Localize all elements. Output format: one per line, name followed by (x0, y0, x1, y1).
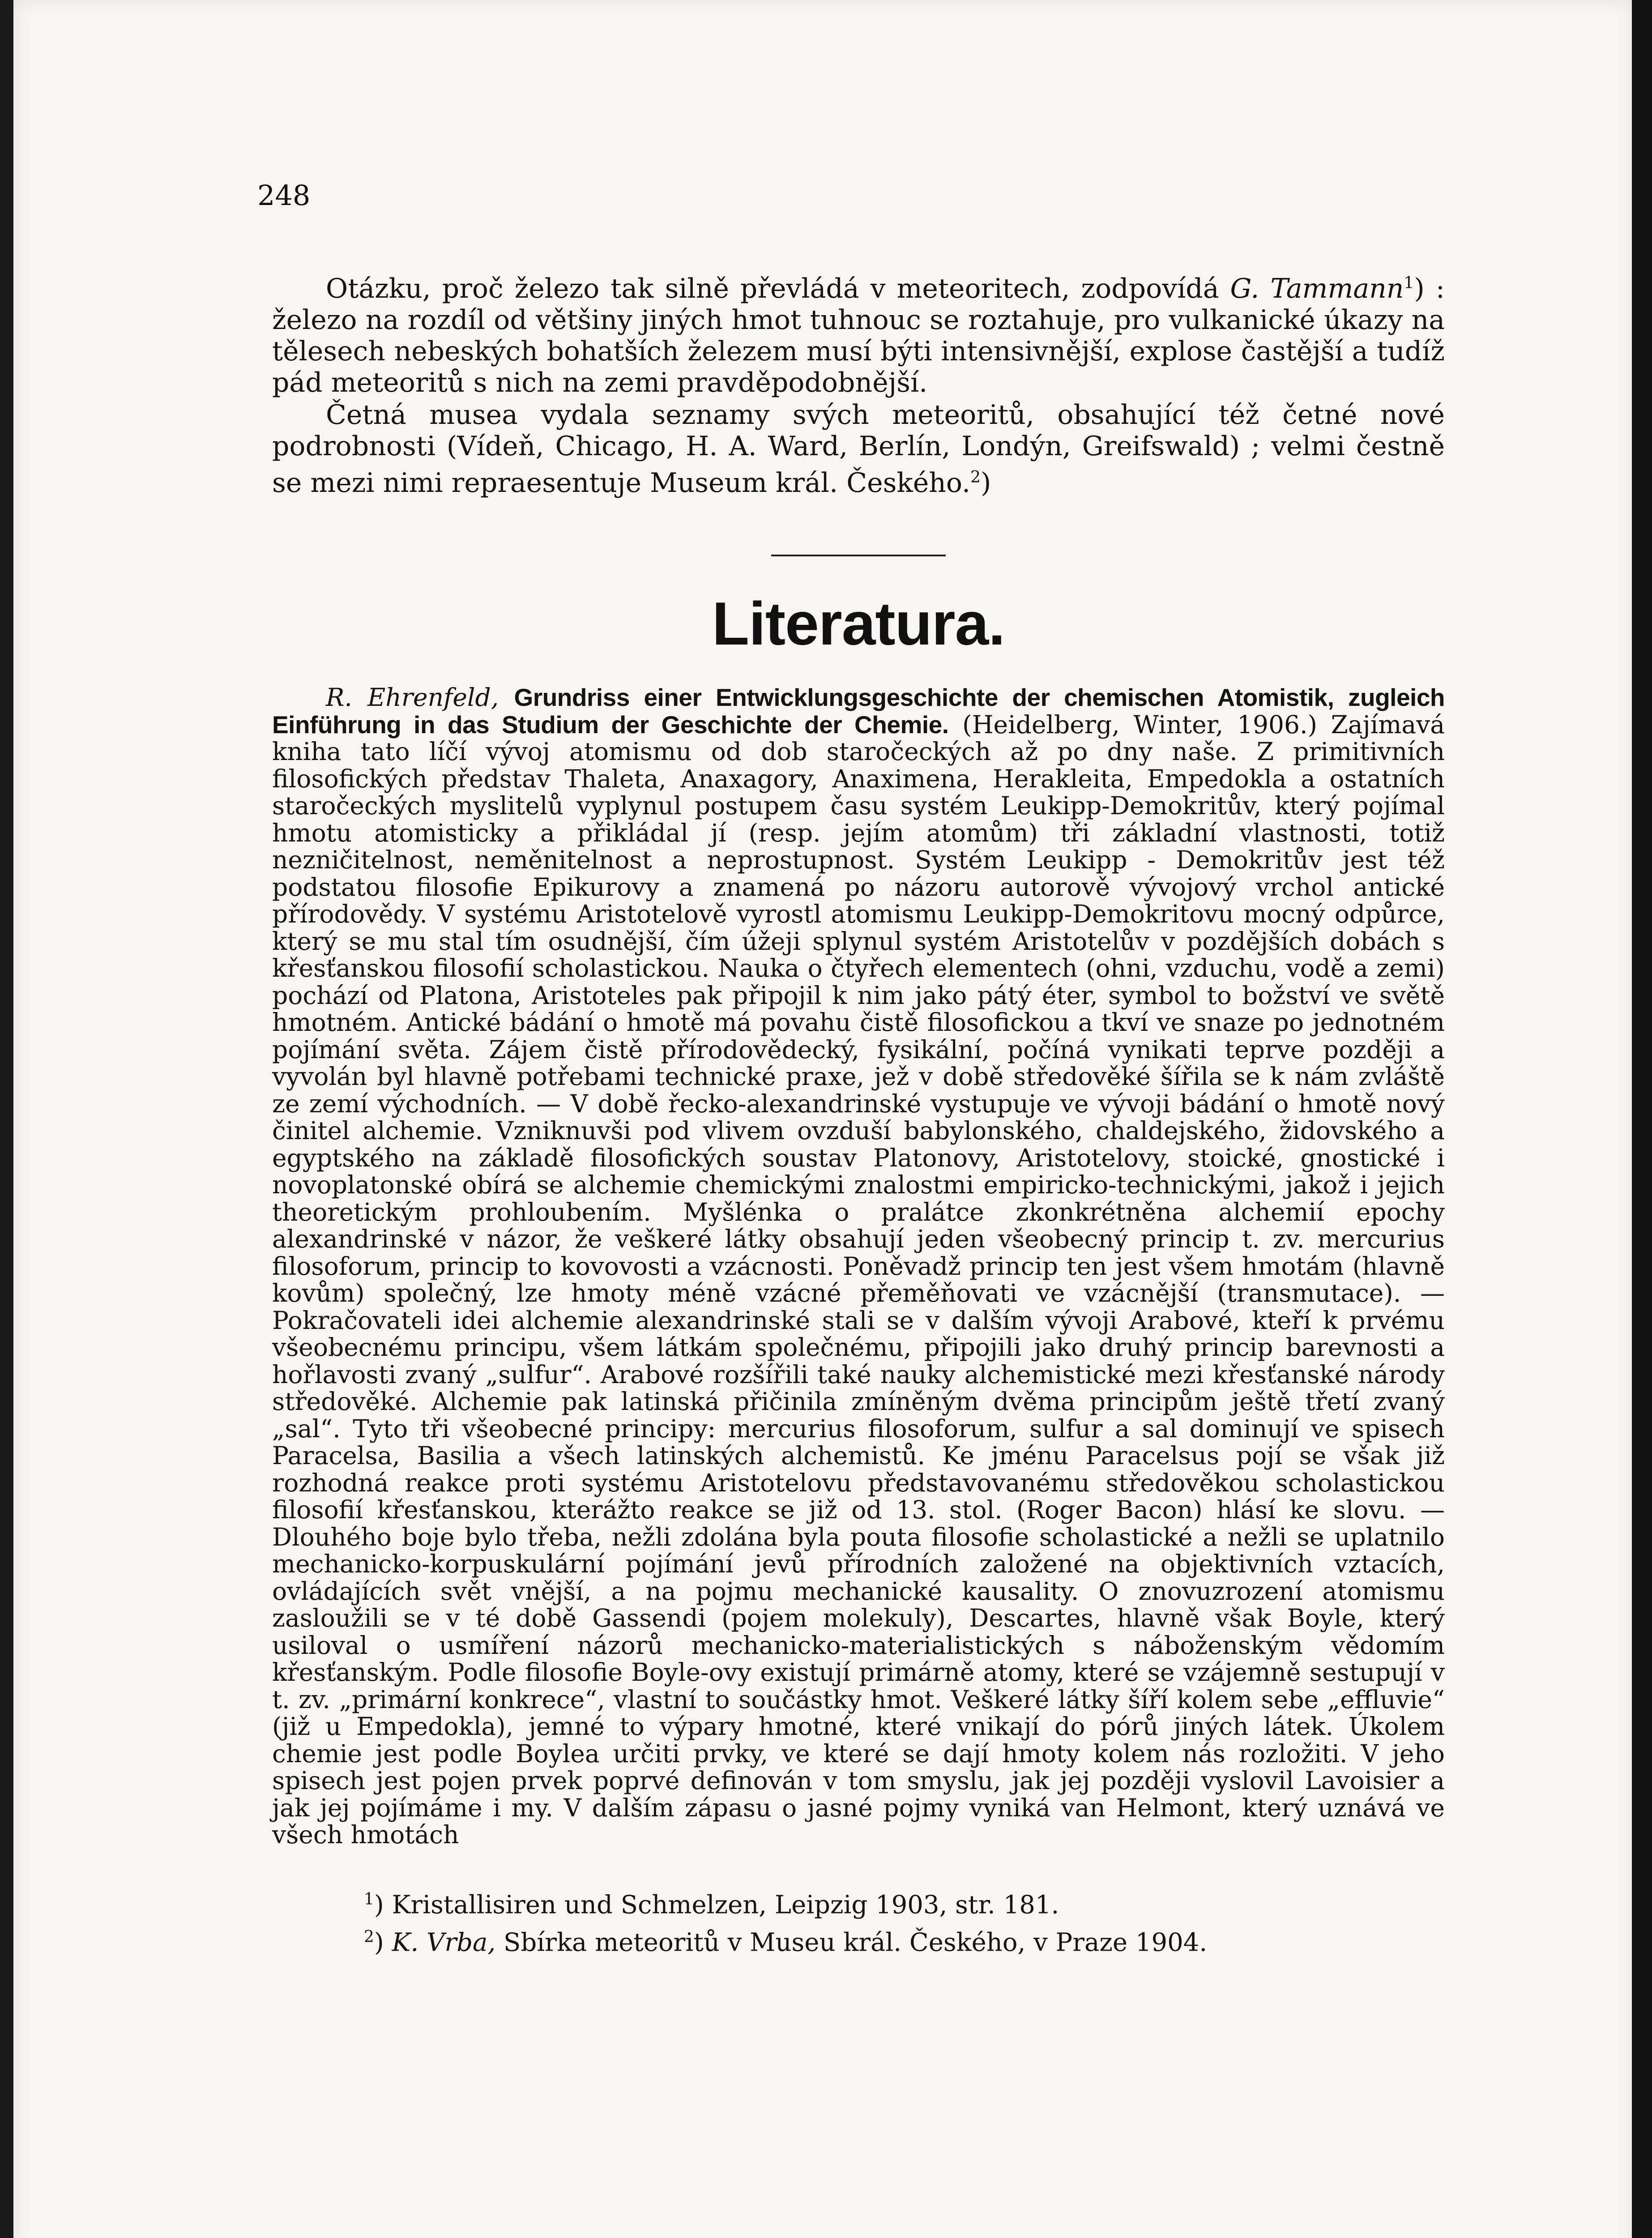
page-sheet (13, 0, 1634, 2238)
cited-author: G. Tammann (1230, 273, 1404, 304)
review-text: Zajímavá kniha tato líčí vývoj atomismu od dob staročeckých až po dny naše. Z primitivních filosofických představ Thaleta, Anaxagory, Anaximena, Herakleita, Empedokla a ostatních staročeckých myslitelů vyplynul postupem času systém Leukipp-Demokritův, který pojímal hmotu atomisticky a přikládal jí (resp. jejím atomům) tři základní vlastnosti, totiž nezničitelnost, neměnitelnost a neprostupnost. Systém Leukipp - Demokritův jest též podstatou filosofie Epikurovy a znamená po názoru autorově vývojový vrchol antické přírodovědy. V systému Aristotelově vyrostl atomismu Leukipp-Demokritovu mocný odpůrce, který se mu stal tím osudnější, čím úžeji splynul systém Aristotelův v pozdějších dobách s křesťanskou filosofií scholastickou. Nauka o čtyřech elementech (ohni, vzduchu, vodě a zemi) pochází od Platona, Aristoteles pak připojil k nim jako pátý éter, symbol to božství ve světě hmotném. Antické bádání o hmotě má povahu čistě filosofickou a tkví ve snaze po jednotném pojímání světa. Zájem čistě přírodovědecký, fysikální, počíná vynikati teprve později a vyvolán byl hlavně potřebami technické praxe, jež v době středověké šířila se k nám zvláště ze zemí východních. — V době řecko-alexandrinské vystupuje ve vývoji bádání o hmotě nový činitel alchemie. Vzniknuvši pod vlivem ovzduší babylonského, chaldejského, židovského a egyptského na základě filosofických soustav Platonovy, Aristotelovy, stoické, gnostické i novoplatonské obírá se alchemie chemickými znalostmi empiricko-technickými, jakož i jejich theoretickým prohloubením. Myšlénka o pralátce zkonkrétněna alchemií epochy alexandrinské v názor, že veškeré látky obsahují jeden všeobecný princip t. zv. mercurius filosoforum, princip to kovovosti a vzácnosti. Poněvadž princip ten jest všem hmotám (hlavně kovům) společný, lze hmoty méně vzácné přeměňovati ve vzácnější (transmutace). — Pokračovateli idei alchemie alexandrinské stali se v dalším vývoji Arabové, kteří k prvému všeobecnému principu, všem látkám společnému, připojili jako druhý princip barevnosti a hořlavosti zvaný „sulfur“. Arabové rozšířili také nauky alchemistické mezi křesťanské národy středověké. Alchemie pak latinská přičinila zmíněným dvěma principům ještě třetí zvaný „sal“. Tyto tři všeobecné principy: mercurius filosoforum, sulfur a sal dominují ve spisech Paracelsa, Basilia a všech latinských alchemistů. Ke jménu Paracelsus pojí se však již rozhodná reakce proti systému Aristotelovu představovanému středověkou scholastickou filosofií křesťanskou, kterážto reakce se již od 13. stol. (Roger Bacon) hlásí ke slovu. — Dlouhého boje bylo třeba, nežli zdolána byla pouta filosofie scholastické a nežli se uplatnilo mechanicko-korpuskulární pojímání jevů přírodních založené na objektivních vztacích, ovládajících svět vnější, a na pojmu mechanické kausality. O znovuzrození atomismu zasloužili se v té době Gassendi (pojem molekuly), Descartes, hlavně však Boyle, který usiloval o usmíření názorů mechanicko-materialistických s náboženským vědomím křesťanským. Podle filosofie Boyle-ovy existují primárně atomy, které se vzájemně sestupují v t. zv. „primární konkrece“, vlastní to součástky hmot. Veškeré látky šíří kolem sebe „effluvie“ (již u Empedokla), jemné to výpary hmotné, které vnikají do pórů jiných látek. Úkolem chemie jest podle Boylea určiti prvky, ve které se dají hmoty kolem nás rozložiti. V jeho spisech jest pojen prvek poprvé definován v tom smyslu, jak jej později vyslovil Lavoisier a jak jej pojímáme i my. V dalším zápasu o jasné pojmy vyniká van Helmont, který uznává ve všech hmotách (272, 710, 1445, 1849)
page-content (272, 268, 1445, 1959)
reviewed-author: R. Ehrenfeld, (326, 683, 499, 712)
scan-edge (1632, 0, 1652, 2238)
footnote-text: Sbírka meteoritů v Museu král. Českého, v Praze 1904. (495, 1928, 1208, 1957)
paragraph-text: Otázku, proč železo tak silně převládá v meteoritech, zodpovídá (326, 273, 1230, 304)
footnote-ref: 2 (970, 468, 981, 487)
paragraph-text: ) : železo na rozdíl od většiny jiných hmot tuhnouc se roztahuje, pro vulkanické úkazy na tělesech nebeských bohatších železem musí býti intensivnější, explose častější a tudíž pád meteoritů s nich na zemi pravděpodobnější. (272, 273, 1445, 398)
reviewed-title: Grundriss einer Entwicklungsgeschichte der chemischen Atomistik, zugleich Einführung in das Studium der Geschichte der Chemie. (272, 683, 1445, 739)
paragraph-text: Četná musea vydala seznamy svých meteoritů, obsahující též četné nové podrobnosti (Vídeň, Chicago, H. A. Ward, Berlín, Londýn, Greifswald) ; velmi čestně se mezi nimi repraesentuje Museum král. Českého. (272, 399, 1445, 499)
section-divider (771, 555, 946, 556)
publication-info: (Heidelberg, Winter, 1906.) (962, 710, 1317, 739)
section-heading: Literatura. (712, 589, 1005, 658)
paragraph-museums: Četná musea vydala seznamy svých meteoritů, obsahující též četné nové podrobnosti (Vídeň, Chicago, H. A. Ward, Berlín, Londýn, Greifswald) ; velmi čestně se mezi nimi repraesentuje Museum král. Českého.$^2$) (272, 399, 1445, 499)
literature-entry (272, 684, 1445, 1849)
footnote-author: K. Vrba, (392, 1928, 496, 1957)
footnote-ref: 1 (1404, 274, 1414, 292)
footnote: $^2$) K. Vrba, Sbírka meteoritů v Museu král. Českého, v Praze 1904. (364, 1928, 1208, 1957)
footnote-mark: 1 (364, 1890, 374, 1909)
paragraph-tammann (272, 268, 1445, 398)
page-number: 248 (257, 179, 311, 212)
footnote (272, 1884, 1445, 1922)
footnotes (272, 1884, 1445, 1959)
footnote-text: ) Kristallisiren und Schmelzen, Leipzig 1903, str. 181. (374, 1890, 1059, 1920)
footnote-mark: 2 (364, 1928, 374, 1947)
